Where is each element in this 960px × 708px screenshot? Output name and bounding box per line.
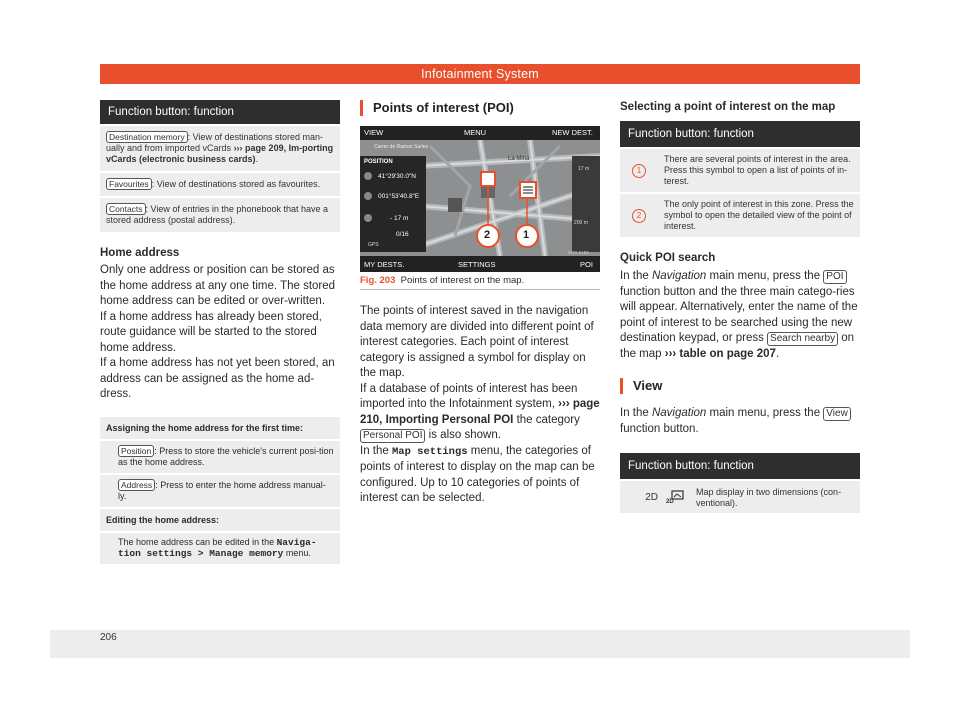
figure-caption — [360, 272, 600, 290]
page-sheet — [50, 52, 910, 658]
text: In the — [360, 444, 392, 457]
screen-view-label: VIEW — [364, 128, 384, 137]
text: is also shown. — [425, 429, 501, 441]
personal-poi-key: Personal POI — [360, 429, 425, 443]
home-address-table — [100, 415, 340, 564]
table-row — [100, 439, 340, 473]
paragraph: If a home address has not yet been stored, an address can be assigned as the home ad-dress. — [100, 357, 335, 400]
page-link[interactable]: ››› page 209, Im-porting vCards (electronic business cards) — [106, 143, 334, 164]
screen-position-label: POSITION — [364, 159, 393, 165]
screen-settings-label: SETTINGS — [458, 260, 496, 269]
screen-new-dest-label: NEW DEST. — [552, 128, 593, 137]
paragraph — [620, 406, 860, 437]
cell — [620, 194, 658, 237]
paragraph: The points of interest saved in the navigation data memory are divided into different point of interest categories. Each point of interest category is assigned a symbol for display on the map. — [360, 305, 594, 379]
function-table-header: Function button: function — [620, 121, 860, 147]
row-text: The home address can be edited in the — [118, 536, 277, 547]
paragraph: Only one address or position can be stored as the home address at any one time. The stored home address can be edited or over-written. — [100, 264, 336, 307]
cell — [660, 481, 690, 513]
home-address-heading: Home address — [100, 247, 180, 259]
table-subheading: Editing the home address: — [100, 507, 340, 531]
row-text: : View of entries in the phonebook that have a stored address (postal address). — [106, 204, 329, 225]
screen-scale-2: 200 m — [574, 220, 588, 226]
row-text: : View of destinations stored as favourites. — [151, 179, 321, 189]
menu-name: Navigation — [651, 407, 707, 419]
table-row — [100, 171, 340, 196]
column-middle — [360, 100, 600, 507]
poi-marker-2: 2 — [484, 229, 491, 241]
menu-path: Map settings — [391, 445, 468, 458]
svg-text:2D: 2D — [666, 499, 674, 504]
screen-code-label: BRS-0159 — [568, 250, 589, 255]
destination-memory-key: Destination memory — [106, 131, 188, 143]
function-table-header: Function button: function — [100, 100, 340, 124]
table-subheading: Assigning the home address for the first time: — [100, 415, 340, 439]
contacts-key: Contacts — [106, 203, 146, 215]
quick-poi-heading: Quick POI search — [620, 252, 716, 264]
column-right — [620, 100, 860, 513]
search-nearby-key: Search nearby — [767, 332, 838, 346]
select-poi-heading: Selecting a point of interest on the map — [620, 101, 836, 113]
row-text: : Press to store the vehicle's current posi-tion as the home address. — [118, 445, 334, 467]
text: the category — [513, 413, 580, 426]
text: main menu, press the — [706, 270, 824, 282]
row-text: Map display in two dimensions (con-ventional). — [696, 487, 842, 508]
table-row — [620, 147, 860, 192]
screen-alt-value: - 17 m — [390, 215, 409, 222]
poi-marker-1: 1 — [523, 229, 530, 241]
text: In the — [620, 270, 652, 282]
menu-name: Navigation — [651, 270, 707, 282]
screen-street-label: Carrer de Ramon Sarles — [374, 144, 429, 150]
2d-label: 2D — [645, 491, 658, 503]
row-end: . — [255, 154, 259, 164]
screen-my-dests-label: MY DESTS. — [364, 260, 405, 269]
view-heading: View — [633, 378, 663, 393]
screen-gps-label: GPS — [368, 242, 379, 248]
screen-menu-label: MENU — [464, 128, 487, 137]
address-key: Address — [118, 479, 155, 491]
cell — [620, 149, 658, 192]
page-header: Infotainment System — [100, 64, 860, 84]
text: . — [775, 347, 780, 360]
position-key: Position — [118, 445, 154, 457]
table-row — [100, 473, 340, 507]
screen-scale-1: 17 m — [578, 166, 590, 172]
nav-screen-figure — [360, 126, 600, 272]
row-text: : View of destinations stored man-ually and from imported vCards — [106, 132, 323, 153]
figure-label: Fig. 203 — [360, 275, 396, 286]
text: main menu, press the — [706, 407, 824, 419]
view-key: View — [823, 407, 851, 421]
section-title-wrap — [620, 378, 860, 394]
screen-lon-value: 001°53'40.8"E — [378, 193, 420, 200]
menu-path: Naviga-tion settings > Manage memory — [118, 536, 317, 559]
marker-1-icon: 1 — [632, 164, 646, 178]
text: function button and the three main catego-ries will appear. Alternatively, enter the name of the point of interest to be searched using the new destination keypad, or press — [620, 285, 858, 344]
paragraph — [360, 444, 600, 507]
page-link[interactable]: ››› table on page 207 — [664, 347, 776, 360]
paragraph: If a home address has already been stored, route guidance will be started to the stored home address. — [100, 310, 322, 354]
function-table-header: Function button: function — [620, 453, 860, 479]
favourites-key: Favourites — [106, 178, 152, 190]
table-row — [620, 192, 860, 237]
map-2d-icon — [666, 490, 684, 504]
screen-lat-value: 41°29'30.0"N — [378, 173, 416, 180]
row-text: The only point of interest in this zone. Press the symbol to open the detailed view of the point of interest. — [664, 199, 854, 231]
poi-section-title: Points of interest (POI) — [373, 100, 514, 115]
screen-sats-value: 0/16 — [396, 231, 409, 238]
cell — [620, 481, 660, 513]
row-text: There are several points of interest in the area. Press this symbol to open a list of points of in-terest. — [664, 154, 851, 186]
figure-caption-text: Points of interest on the map. — [400, 275, 525, 286]
column-left — [100, 100, 340, 564]
text: If a database of points of interest has been imported into the Infotainment system, — [360, 382, 578, 410]
marker-2-icon: 2 — [632, 209, 646, 223]
text: on the map — [620, 332, 855, 360]
section-title-wrap — [360, 100, 600, 116]
text: function button. — [620, 422, 699, 435]
table-row — [100, 531, 340, 564]
page-link[interactable]: ››› page 210, Importing Personal POI — [360, 398, 600, 426]
screen-town-label: La Mina — [508, 156, 530, 162]
text: menu, the categories of points of interest to display on the map can be configured. Up to 10 categories of points of interest can be selected. — [360, 444, 595, 504]
row-end: menu. — [283, 547, 311, 558]
poi-key: POI — [823, 270, 846, 284]
table-row — [620, 479, 860, 513]
paragraph — [620, 269, 860, 362]
row-text: : Press to enter the home address manual-ly. — [118, 479, 326, 501]
page — [50, 52, 910, 630]
page-number: 206 — [100, 632, 117, 643]
text: In the — [620, 407, 652, 419]
table-row — [100, 196, 340, 232]
table-row — [100, 124, 340, 171]
screen-poi-label: POI — [580, 260, 593, 269]
paragraph — [360, 382, 600, 444]
